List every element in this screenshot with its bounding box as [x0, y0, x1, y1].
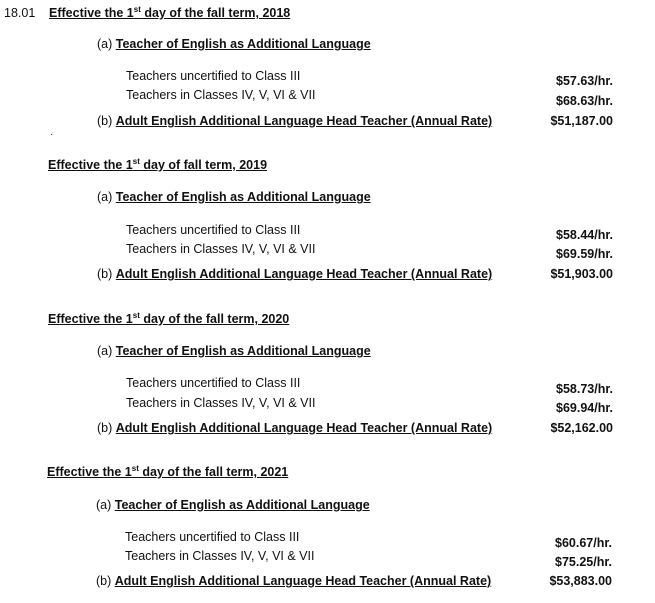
row-label-class-iv-vii-2019: Teachers in Classes IV, V, VI & VII [126, 242, 316, 256]
head-teacher-rate-2020: $52,162.00 [550, 421, 613, 435]
row-rate-class-iv-vii-2019: $69.59/hr. [556, 247, 613, 261]
stray-mark: · [50, 129, 54, 140]
head-teacher-rate-2021: $53,883.00 [549, 574, 612, 588]
subsection-b-2018: (b) Adult English Additional Language Head Teacher (Annual Rate) [97, 114, 493, 128]
clause-number: 18.01 [4, 6, 36, 20]
subsection-b-2019: (b) Adult English Additional Language Head Teacher (Annual Rate) [97, 267, 493, 281]
row-label-class-iv-vii-2020: Teachers in Classes IV, V, VI & VII [126, 396, 316, 410]
row-label-class-iii-2021: Teachers uncertified to Class III [125, 530, 300, 544]
row-rate-class-iii-2018: $57.63/hr. [556, 74, 613, 88]
section-heading-2018: Effective the 1st day of the fall term, 2018 [49, 5, 291, 20]
section-heading-2021: Effective the 1st day of the fall term, 2021 [47, 464, 289, 479]
subsection-b-2021: (b) Adult English Additional Language Head Teacher (Annual Rate) [96, 574, 492, 588]
head-teacher-rate-2019: $51,903.00 [550, 267, 613, 281]
row-rate-class-iii-2019: $58.44/hr. [556, 228, 613, 242]
row-label-class-iii-2018: Teachers uncertified to Class III [126, 69, 301, 83]
head-teacher-rate-2018: $51,187.00 [550, 114, 613, 128]
row-rate-class-iv-vii-2018: $68.63/hr. [556, 94, 613, 108]
row-label-class-iii-2020: Teachers uncertified to Class III [126, 376, 301, 390]
row-label-class-iv-vii-2018: Teachers in Classes IV, V, VI & VII [126, 88, 316, 102]
row-label-class-iii-2019: Teachers uncertified to Class III [126, 223, 301, 237]
row-label-class-iv-vii-2021: Teachers in Classes IV, V, VI & VII [125, 549, 315, 563]
row-rate-class-iv-vii-2020: $69.94/hr. [556, 401, 613, 415]
subsection-a-2018: (a) Teacher of English as Additional Language [97, 37, 371, 51]
subsection-a-2019: (a) Teacher of English as Additional Language [97, 190, 371, 204]
subsection-a-2021: (a) Teacher of English as Additional Language [96, 498, 370, 512]
section-heading-2019: Effective the 1st day of fall term, 2019 [48, 157, 268, 172]
section-heading-2020: Effective the 1st day of the fall term, 2020 [48, 311, 290, 326]
subsection-a-2020: (a) Teacher of English as Additional Language [97, 344, 371, 358]
row-rate-class-iii-2020: $58.73/hr. [556, 382, 613, 396]
row-rate-class-iii-2021: $60.67/hr. [555, 536, 612, 550]
subsection-b-2020: (b) Adult English Additional Language Head Teacher (Annual Rate) [97, 421, 493, 435]
row-rate-class-iv-vii-2021: $75.25/hr. [555, 555, 612, 569]
